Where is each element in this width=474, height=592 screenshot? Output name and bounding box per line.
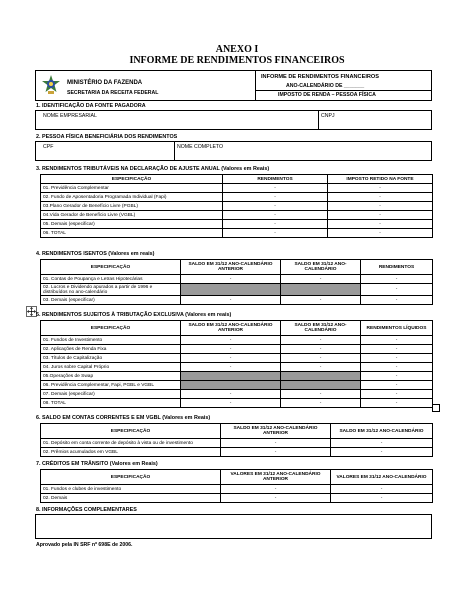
value-cell: - xyxy=(328,220,433,229)
header-box xyxy=(35,70,432,101)
cpf-label: CPF xyxy=(43,144,54,150)
value-cell: - xyxy=(281,275,361,284)
table-row xyxy=(41,439,433,448)
row-label: 01. Fundos e clubes de investimento xyxy=(41,485,221,494)
row-label: 04.Vida Gerador de Benefício Livre (VGBL) xyxy=(41,211,223,220)
header-cell: ESPECIFICAÇÃO xyxy=(41,260,181,275)
table-row xyxy=(41,229,433,238)
header-cell: SALDO EM 31/12 ANO-CALENDÁRIO ANTERIOR xyxy=(221,424,331,439)
disabled-cell xyxy=(181,284,281,296)
value-cell: - xyxy=(331,494,433,503)
row-label: 04. Juros sobre Capital Próprio xyxy=(41,363,181,372)
header-cell: VALORES EM 31/12 ANO-CALENDÁRIO ANTERIOR xyxy=(221,470,331,485)
row-label: 03.Plano Gerador de Benefício Livre (PGBL) xyxy=(41,202,223,211)
value-cell: - xyxy=(281,390,361,399)
calendar-year: ANO-CALENDÁRIO DE _______ xyxy=(286,83,365,89)
credits-in-transit-table xyxy=(40,469,433,503)
value-cell: - xyxy=(223,229,328,238)
value-cell: - xyxy=(328,193,433,202)
value-cell: - xyxy=(361,296,433,305)
row-label: 05.Operações de Swap xyxy=(41,372,181,381)
value-cell: - xyxy=(361,390,433,399)
row-label: 06. Previdência Complementar, Fapi, PGBL e VGBL xyxy=(41,381,181,390)
section3-title: 3. RENDIMENTOS TRIBUTÁVEIS NA DECLARAÇÃO DE AJUSTE ANUAL (Valores em Reais) xyxy=(36,166,270,172)
value-cell: - xyxy=(281,296,361,305)
resize-handle[interactable] xyxy=(432,404,440,412)
value-cell: - xyxy=(281,345,361,354)
section5-title: 5. RENDIMENTOS SUJEITOS À TRIBUTAÇÃO EXCLUSIVA (Valores em reais) xyxy=(36,312,232,318)
table-row xyxy=(41,381,433,390)
table-row xyxy=(41,184,433,193)
row-label: 01. Previdência Complementar xyxy=(41,184,223,193)
table-row xyxy=(41,193,433,202)
section4-title: 4. RENDIMENTOS ISENTOS (Valores em reais) xyxy=(36,251,155,257)
value-cell: - xyxy=(181,399,281,408)
value-cell: - xyxy=(328,229,433,238)
row-label: 03. Demais (especificar) xyxy=(41,296,181,305)
header-cell: RENDIMENTOS xyxy=(361,260,433,275)
ministry-name: MINISTÉRIO DA FAZENDA xyxy=(67,80,143,86)
value-cell: - xyxy=(221,439,331,448)
disabled-cell xyxy=(181,381,281,390)
header-cell: RENDIMENTOS LÍQUIDOS xyxy=(361,321,433,336)
section6-title: 6. SALDO EM CONTAS CORRENTES E EM VGBL (Valores em Reais) xyxy=(36,415,211,421)
table-row xyxy=(41,354,433,363)
value-cell: - xyxy=(361,275,433,284)
section8-title: 8. INFORMAÇÕES COMPLEMENTARES xyxy=(36,507,137,513)
payer-id-box xyxy=(35,110,432,130)
form-title: INFORME DE RENDIMENTOS FINANCEIROS xyxy=(261,74,379,80)
value-cell: - xyxy=(181,296,281,305)
disabled-cell xyxy=(281,381,361,390)
value-cell: - xyxy=(221,485,331,494)
complementary-info-box xyxy=(35,514,432,539)
value-cell: - xyxy=(223,202,328,211)
account-balance-table xyxy=(40,423,433,457)
disabled-cell xyxy=(181,372,281,381)
disabled-cell xyxy=(281,284,361,296)
annex-title: ANEXO I xyxy=(215,44,259,55)
value-cell: - xyxy=(181,354,281,363)
value-cell: - xyxy=(361,336,433,345)
row-label: 05. Demais (especificar) xyxy=(41,220,223,229)
table-row xyxy=(41,284,433,296)
section1-title: 1. IDENTIFICAÇÃO DA FONTE PAGADORA xyxy=(36,103,146,109)
value-cell: - xyxy=(361,399,433,408)
table-row xyxy=(41,220,433,229)
header-cell: SALDO EM 31/12 ANO-CALENDÁRIO xyxy=(331,424,433,439)
table-row xyxy=(41,494,433,503)
value-cell: - xyxy=(328,202,433,211)
value-cell: - xyxy=(361,345,433,354)
value-cell: - xyxy=(181,390,281,399)
row-label: 02. Lucros e Dividendo apurados a partir de 1996 e distribuídos no ano-calendário xyxy=(41,284,181,296)
value-cell: - xyxy=(331,485,433,494)
table-row xyxy=(41,399,433,408)
header-cell: VALORES EM 31/12 ANO-CALENDÁRIO xyxy=(331,470,433,485)
header-cell: ESPECIFICAÇÃO xyxy=(41,470,221,485)
value-cell: - xyxy=(181,336,281,345)
value-cell: - xyxy=(223,220,328,229)
cnpj-label: CNPJ xyxy=(321,113,335,119)
disabled-cell xyxy=(281,372,361,381)
value-cell: - xyxy=(331,448,433,457)
header-cell: SALDO EM 31/12 ANO-CALENDÁRIO xyxy=(281,260,361,275)
value-cell: - xyxy=(361,363,433,372)
row-label: 02. Demais xyxy=(41,494,221,503)
table-row xyxy=(41,275,433,284)
value-cell: - xyxy=(361,372,433,381)
value-cell: - xyxy=(361,284,433,296)
table-row xyxy=(41,345,433,354)
header-cell: ESPECIFICAÇÃO xyxy=(41,321,181,336)
secretariat-name: SECRETARIA DA RECEITA FEDERAL xyxy=(67,90,159,96)
value-cell: - xyxy=(361,381,433,390)
table-row xyxy=(41,448,433,457)
value-cell: - xyxy=(223,211,328,220)
table-row xyxy=(41,390,433,399)
row-label: 02. Prêmios acumulados em VGBL xyxy=(41,448,221,457)
row-label: 08. TOTAL xyxy=(41,399,181,408)
table-row xyxy=(41,202,433,211)
section2-title: 2. PESSOA FÍSICA BENEFICIÁRIA DOS RENDIMENTOS xyxy=(36,134,178,140)
header-cell: ESPECIFICAÇÃO xyxy=(41,175,223,184)
value-cell: - xyxy=(328,211,433,220)
exclusive-taxation-table xyxy=(40,320,433,408)
row-label: 01. Depósito em conta corrente de depósito à vista ou de investimento xyxy=(41,439,221,448)
table-row xyxy=(41,296,433,305)
value-cell: - xyxy=(181,345,281,354)
value-cell: - xyxy=(361,354,433,363)
value-cell: - xyxy=(181,363,281,372)
value-cell: - xyxy=(221,448,331,457)
beneficiary-box xyxy=(35,141,432,161)
table-row xyxy=(41,485,433,494)
value-cell: - xyxy=(223,193,328,202)
row-label: 03. Títulos de Capitalização xyxy=(41,354,181,363)
row-label: 07. Demais (especificar) xyxy=(41,390,181,399)
tax-type: IMPOSTO DE RENDA – PESSOA FÍSICA xyxy=(278,92,376,98)
value-cell: - xyxy=(221,494,331,503)
row-label: 02. Aplicações de Renda Fixa xyxy=(41,345,181,354)
value-cell: - xyxy=(328,184,433,193)
approval-footer: Aprovado pela IN SRF nº 698E de 2006. xyxy=(36,542,133,548)
header-cell: SALDO EM 31/12 ANO-CALENDÁRIO ANTERIOR xyxy=(181,260,281,275)
header-cell: SALDO EM 31/12 ANO-CALENDÁRIO ANTERIOR xyxy=(181,321,281,336)
full-name-label: NOME COMPLETO xyxy=(177,144,224,150)
value-cell: - xyxy=(331,439,433,448)
value-cell: - xyxy=(281,399,361,408)
row-label: 01. Contas de Poupança e Letras Hipotecárias xyxy=(41,275,181,284)
value-cell: - xyxy=(281,354,361,363)
header-cell: RENDIMENTOS xyxy=(223,175,328,184)
table-row xyxy=(41,363,433,372)
table-row xyxy=(41,211,433,220)
row-label: 02. Fundo de Aposentadoria Programada Individual (Fapi) xyxy=(41,193,223,202)
exempt-income-table xyxy=(40,259,433,305)
section7-title: 7. CRÉDITOS EM TRÂNSITO (Valores em Reais) xyxy=(36,461,158,467)
company-name-label: NOME EMPRESARIAL xyxy=(43,113,97,119)
value-cell: - xyxy=(223,184,328,193)
taxable-income-table xyxy=(40,174,433,238)
table-row xyxy=(41,372,433,381)
header-cell: ESPECIFICAÇÃO xyxy=(41,424,221,439)
value-cell: - xyxy=(281,336,361,345)
header-cell: IMPOSTO RETIDO NA FONTE xyxy=(328,175,433,184)
header-cell: SALDO EM 31/12 ANO-CALENDÁRIO xyxy=(281,321,361,336)
row-label: 06. TOTAL xyxy=(41,229,223,238)
value-cell: - xyxy=(181,275,281,284)
table-row xyxy=(41,336,433,345)
coat-of-arms-logo xyxy=(42,75,60,95)
value-cell: - xyxy=(281,363,361,372)
row-label: 01. Fundos de Investimento xyxy=(41,336,181,345)
form-main-title: INFORME DE RENDIMENTOS FINANCEIROS xyxy=(129,55,345,66)
